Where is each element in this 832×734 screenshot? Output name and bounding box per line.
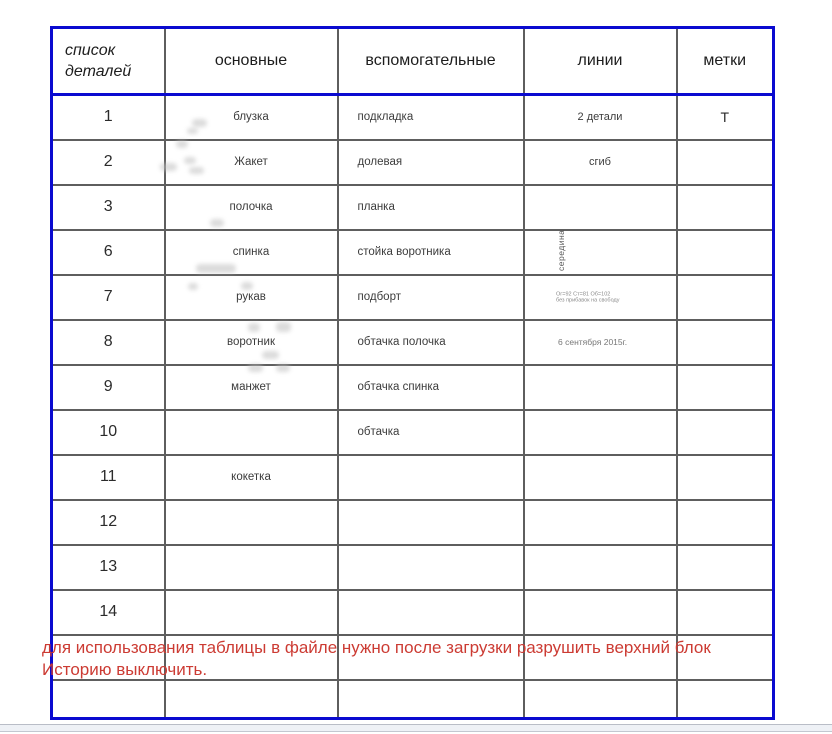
blur-artifact <box>160 163 177 171</box>
blur-artifact <box>276 322 291 332</box>
empty-cell[interactable] <box>52 680 165 719</box>
cell-main[interactable] <box>165 545 338 590</box>
row-number[interactable]: 2 <box>52 140 165 185</box>
cell-lines[interactable] <box>524 185 677 230</box>
blur-artifact <box>248 364 263 372</box>
header-main: основные <box>165 28 338 95</box>
cell-aux[interactable]: обтачка полочка <box>338 320 524 365</box>
blur-artifact <box>192 119 207 127</box>
cell-aux[interactable]: долевая <box>338 140 524 185</box>
blur-artifact <box>184 157 196 164</box>
cell-main[interactable]: кокетка <box>165 455 338 500</box>
cell-main[interactable]: блузка <box>165 95 338 140</box>
cell-aux[interactable]: обтачка спинка <box>338 365 524 410</box>
empty-cell[interactable] <box>165 680 338 719</box>
cell-aux[interactable]: планка <box>338 185 524 230</box>
row-number[interactable]: 7 <box>52 275 165 320</box>
cell-aux[interactable]: подборт <box>338 275 524 320</box>
row-number[interactable]: 6 <box>52 230 165 275</box>
red-warning-line2: Историю выключить. <box>42 660 208 679</box>
bottom-empty-row <box>52 680 774 719</box>
date-note: 6 сентября 2015г. <box>558 337 628 347</box>
cell-marks[interactable] <box>677 410 774 455</box>
cell-lines[interactable] <box>524 500 677 545</box>
cell-marks[interactable] <box>677 365 774 410</box>
empty-cell[interactable] <box>165 635 338 680</box>
note-row <box>52 635 774 680</box>
header-marks: метки <box>677 28 774 95</box>
empty-cell[interactable] <box>52 635 165 680</box>
table-row <box>52 590 774 635</box>
cell-marks[interactable]: Т <box>677 95 774 140</box>
blur-artifact <box>188 283 198 290</box>
cell-main[interactable] <box>165 590 338 635</box>
table-row <box>52 500 774 545</box>
row-number[interactable]: 13 <box>52 545 165 590</box>
cell-marks[interactable] <box>677 500 774 545</box>
blur-artifact <box>196 264 236 273</box>
blur-artifact <box>276 364 290 372</box>
cell-lines[interactable] <box>524 545 677 590</box>
cell-lines[interactable] <box>524 410 677 455</box>
cell-main[interactable]: полочка <box>165 185 338 230</box>
table-row <box>52 320 774 365</box>
blur-artifact <box>248 323 260 332</box>
cell-marks[interactable] <box>677 320 774 365</box>
cell-main[interactable] <box>165 410 338 455</box>
cell-marks[interactable] <box>677 590 774 635</box>
pattern-pieces-table <box>50 26 775 720</box>
cell-marks[interactable] <box>677 185 774 230</box>
table-header-row <box>52 28 774 95</box>
table-row <box>52 410 774 455</box>
cell-aux[interactable]: обтачка <box>338 410 524 455</box>
row-number[interactable]: 14 <box>52 590 165 635</box>
cell-aux[interactable]: подкладка <box>338 95 524 140</box>
table-row <box>52 185 774 230</box>
cell-main[interactable]: рукав <box>165 275 338 320</box>
cell-marks[interactable] <box>677 230 774 275</box>
cell-aux[interactable]: стойка воротника <box>338 230 524 275</box>
cell-main[interactable]: спинка <box>165 230 338 275</box>
table-row <box>52 545 774 590</box>
blur-artifact <box>241 282 253 290</box>
bottom-separator <box>0 724 832 732</box>
header-list-of-details: список деталей <box>52 28 165 95</box>
cell-marks[interactable] <box>677 140 774 185</box>
table-row <box>52 140 774 185</box>
cell-lines[interactable] <box>524 365 677 410</box>
measurements-line2: без прибавок на свободу <box>556 297 620 304</box>
cell-marks[interactable] <box>677 275 774 320</box>
row-number[interactable]: 1 <box>52 95 165 140</box>
cell-marks[interactable] <box>677 455 774 500</box>
empty-cell[interactable] <box>524 635 677 680</box>
empty-cell[interactable] <box>677 635 774 680</box>
cell-main[interactable] <box>165 500 338 545</box>
row-number[interactable]: 9 <box>52 365 165 410</box>
blur-artifact <box>176 140 188 148</box>
empty-cell[interactable] <box>338 635 524 680</box>
empty-cell[interactable] <box>677 680 774 719</box>
row-number[interactable]: 3 <box>52 185 165 230</box>
cell-marks[interactable] <box>677 545 774 590</box>
table-row <box>52 365 774 410</box>
row-number[interactable]: 8 <box>52 320 165 365</box>
cell-aux[interactable] <box>338 455 524 500</box>
cell-lines[interactable]: 2 детали <box>524 95 677 140</box>
measurements-note <box>556 291 619 303</box>
blur-artifact <box>262 351 279 359</box>
empty-cell[interactable] <box>524 680 677 719</box>
measurements-line1: Ог=92 Ст=81 Об=102 <box>556 291 611 298</box>
cell-main[interactable]: Жакет <box>165 140 338 185</box>
cell-lines[interactable]: сгиб <box>524 140 677 185</box>
cell-aux[interactable] <box>338 545 524 590</box>
cell-lines[interactable] <box>524 455 677 500</box>
cell-lines[interactable] <box>524 230 677 275</box>
table-row <box>52 230 774 275</box>
header-auxiliary: вспомогательные <box>338 28 524 95</box>
cell-main[interactable]: воротник <box>165 320 338 365</box>
cell-aux[interactable] <box>338 500 524 545</box>
header-lines: линии <box>524 28 677 95</box>
row-number[interactable]: 10 <box>52 410 165 455</box>
red-warning-line1: для использования таблицы в файле нужно после загрузки разрушить верхний блок <box>42 638 711 657</box>
cell-main[interactable]: манжет <box>165 365 338 410</box>
empty-cell[interactable] <box>338 680 524 719</box>
vertical-center-line-label: середина <box>556 229 566 271</box>
table-row <box>52 275 774 320</box>
row-number[interactable]: 12 <box>52 500 165 545</box>
table-row <box>52 455 774 500</box>
blur-artifact <box>210 219 224 227</box>
blur-artifact <box>187 128 198 134</box>
cell-aux[interactable] <box>338 590 524 635</box>
blur-artifact <box>189 167 204 174</box>
table-row <box>52 95 774 140</box>
row-number[interactable]: 11 <box>52 455 165 500</box>
cell-lines[interactable] <box>524 590 677 635</box>
